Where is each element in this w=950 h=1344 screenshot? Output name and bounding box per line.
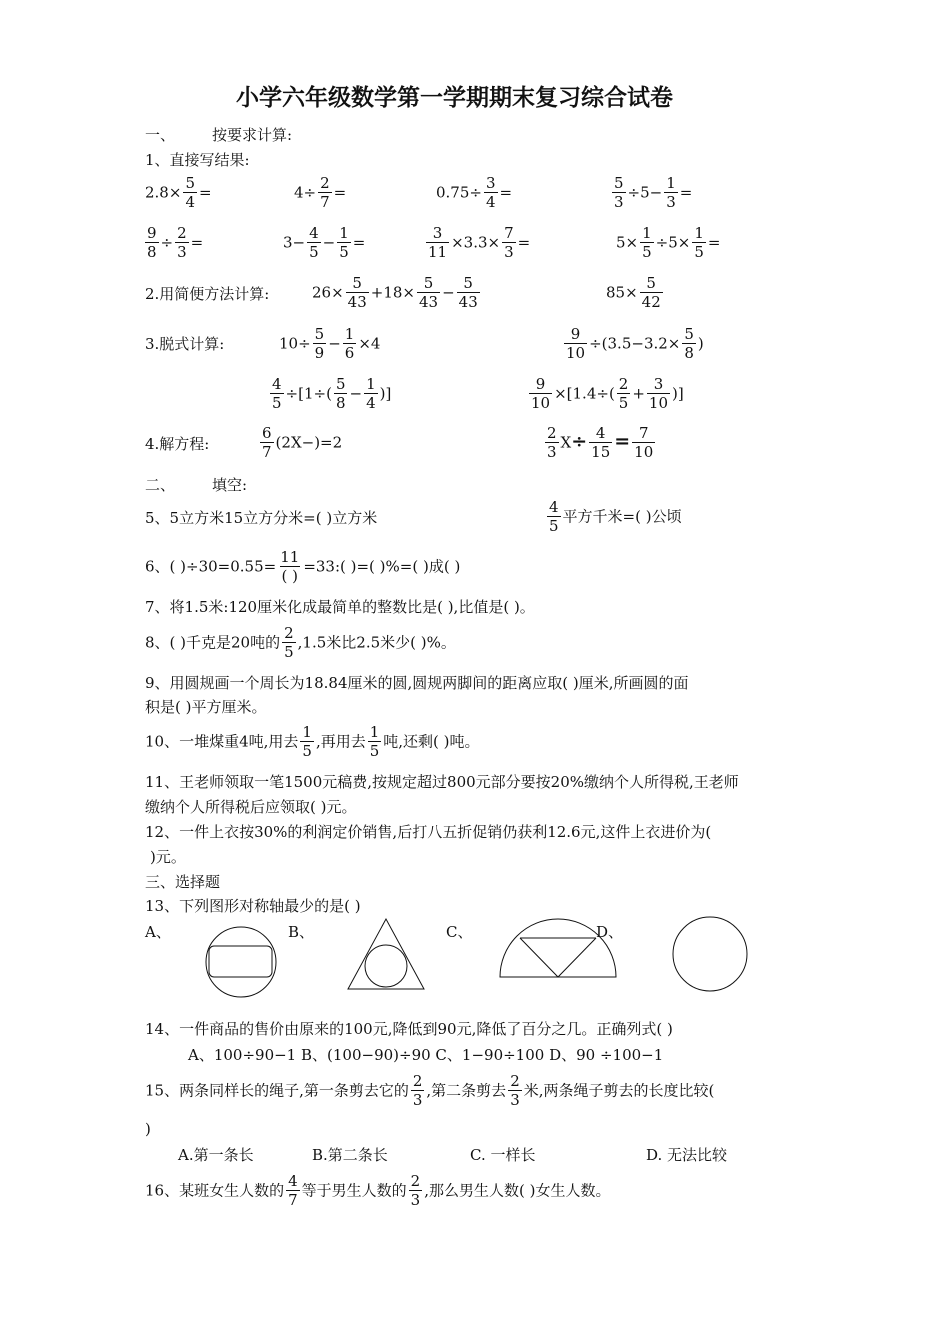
q1-c: 0.75÷ $\frac{3}{4}$ = xyxy=(436,174,513,211)
q13-option-c-label: C、 xyxy=(446,923,473,941)
section-1-label: 一、 xyxy=(145,126,176,144)
q4-b: $\frac{2}{3}$ X÷ $\frac{4}{15}$ = $\frac{7}{10}$ xyxy=(547,424,654,461)
q1-h: 5× $\frac{1}{5}$ ÷5× $\frac{1}{5}$ = xyxy=(616,224,721,261)
q3-b: $\frac{9}{10}$ ÷(3.5−3.2× $\frac{5}{8}$ ) xyxy=(566,325,704,362)
page-title: 小学六年级数学第一学期期末复习综合试卷 xyxy=(236,85,673,111)
q5-a: 5、5立方米15立方分米=( )立方米 xyxy=(145,509,378,527)
q1-label: 1、直接写结果: xyxy=(145,151,250,169)
q2-a: 26× $\frac{5}{43}$ +18× $\frac{5}{43}$ − $\frac{5}{43}$ xyxy=(312,274,478,311)
q1-g: $\frac{3}{11}$ ×3.3× $\frac{7}{3}$ = xyxy=(428,224,531,261)
section-2-title: 填空: xyxy=(212,476,248,494)
q10: 10、一堆煤重4吨,用去 $\frac{1}{5}$ ,再用去 $\frac{1}{5}$ 吨,还剩( )吨。 xyxy=(145,723,480,760)
q15-stem: 15、两条同样长的绳子,第一条剪去它的 $\frac{2}{3}$ ,第二条剪去 $\frac{2}{3}$ 米,两条绳子剪去的长度比较( xyxy=(145,1072,715,1109)
q13-option-a-label: A、 xyxy=(145,923,171,941)
q15-option-b: B.第二条长 xyxy=(312,1146,388,1164)
q15-option-c: C. 一样长 xyxy=(470,1146,536,1164)
q4-a: $\frac{6}{7}$ (2X−)=2 xyxy=(262,424,343,461)
q4-label: 4.解方程: xyxy=(145,435,210,453)
q6: 6、( )÷30=0.55= 11 ( ) =33:( )=( )%=( )成( ) xyxy=(145,548,461,585)
q9-line1: 9、用圆规画一个周长为18.84厘米的圆,圆规两脚间的距离应取( )厘米,所画圆的面 xyxy=(145,674,689,692)
q3-a: 10÷ $\frac{5}{9}$ − $\frac{1}{6}$ ×4 xyxy=(279,325,381,362)
section-3-title: 三、选择题 xyxy=(145,873,221,891)
q14-options: A、100÷90−1 B、(100−90)÷90 C、1−90÷100 D、90 ÷100−1 xyxy=(188,1046,664,1064)
section-1-title: 按要求计算: xyxy=(212,126,293,144)
q14-stem: 14、一件商品的售价由原来的100元,降低到90元,降低了百分之几。正确列式( ) xyxy=(145,1020,673,1038)
q9-line2: 积是( )平方厘米。 xyxy=(145,698,267,716)
q11-line2: 缴纳个人所得税后应领取( )元。 xyxy=(145,798,357,816)
q12-line1: 12、一件上衣按30%的利润定价销售,后打八五折促销仍获利12.6元,这件上衣进价为( xyxy=(145,823,712,841)
q1-a: 2.8× $\frac{5}{4}$ = xyxy=(145,174,212,211)
q15-line2: ) xyxy=(145,1120,151,1138)
q5-b: $\frac{4}{5}$ 平方千米=( )公顷 xyxy=(549,498,682,535)
q2-b: 85× $\frac{5}{42}$ xyxy=(606,274,661,311)
figure-a-circle-with-rectangle xyxy=(206,927,276,997)
q12-line2: )元。 xyxy=(150,848,186,866)
q13-option-b-label: B、 xyxy=(288,923,315,941)
q1-b: 4÷ $\frac{2}{7}$ = xyxy=(294,174,347,211)
q3-label: 3.脱式计算: xyxy=(145,335,225,353)
q13-stem: 13、下列图形对称轴最少的是( ) xyxy=(145,897,361,915)
figure-b-triangle-with-circle xyxy=(348,919,424,989)
q11-line1: 11、王老师领取一笔1500元稿费,按规定超过800元部分要按20%缴纳个人所得税,王老师 xyxy=(145,773,739,791)
q3-d: $\frac{9}{10}$ ×[1.4÷( $\frac{2}{5}$ + $\frac{3}{10}$ )] xyxy=(531,375,684,412)
q2-label: 2.用简便方法计算: xyxy=(145,285,270,303)
q15-option-d: D. 无法比较 xyxy=(646,1146,728,1164)
section-2-label: 二、 xyxy=(145,476,176,494)
q13-option-d-label: D、 xyxy=(596,923,624,941)
figure-c-semicircle-with-triangle xyxy=(500,919,616,977)
q1-f: 3− $\frac{4}{5}$ − $\frac{1}{5}$ = xyxy=(283,224,366,261)
q7: 7、将1.5米:120厘米化成最简单的整数比是( ),比值是( )。 xyxy=(145,598,535,616)
q1-e: $\frac{9}{8}$ ÷ $\frac{2}{3}$ = xyxy=(147,224,204,261)
q16: 16、某班女生人数的 $\frac{4}{7}$ 等于男生人数的 $\frac{2}{3}$ ,那么男生人数( )女生人数。 xyxy=(145,1172,611,1209)
q15-option-a: A.第一条长 xyxy=(178,1146,254,1164)
q3-c: $\frac{4}{5}$ ÷[1÷( $\frac{5}{8}$ − $\frac{1}{4}$ )] xyxy=(272,375,392,412)
q1-d: $\frac{5}{3}$ ÷5− $\frac{1}{3}$ = xyxy=(614,174,693,211)
figure-d-circle xyxy=(673,917,747,991)
q8: 8、( )千克是20吨的 $\frac{2}{5}$ ,1.5米比2.5米少( )%。 xyxy=(145,624,456,661)
